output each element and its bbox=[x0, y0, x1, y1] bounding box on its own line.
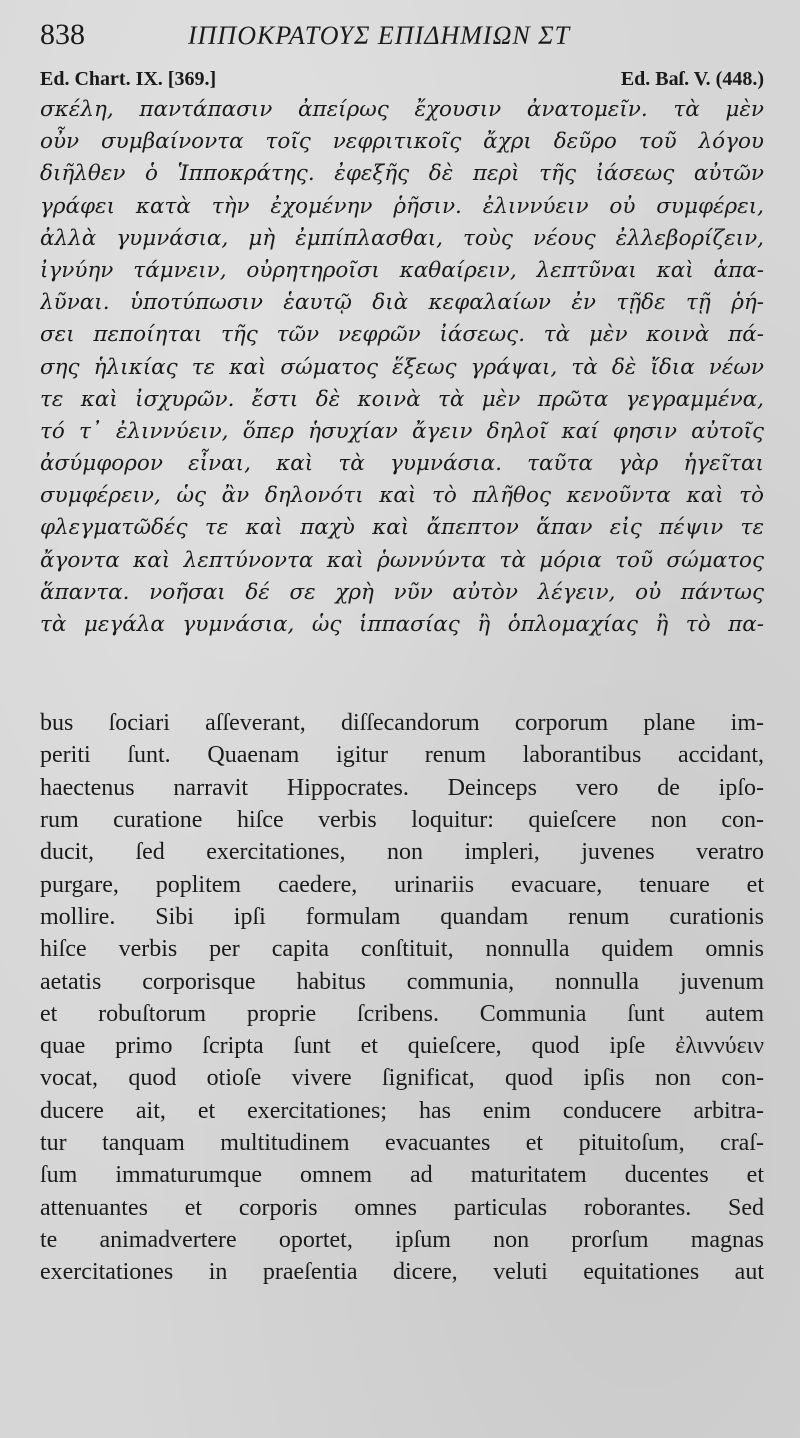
greek-text-line: οὖν συμβαίνοντα τοῖς νεφριτικοῖς ἄχρι δεῦρο τοῦ λόγου bbox=[40, 129, 764, 155]
latin-text-block bbox=[40, 707, 764, 1288]
latin-text-line: bus ſociari aſſeverant, diſſecandorum corporum plane im- bbox=[40, 710, 764, 737]
latin-text-line: periti ſunt. Quaenam igitur renum laborantibus accidant, bbox=[40, 742, 764, 769]
greek-text-line: φλεγματῶδές τε καὶ παχὺ καὶ ἄπεπτον ἅπαν εἰς πέψιν τε bbox=[40, 515, 764, 541]
latin-text-line: te animadvertere oportet, ipſum non prorſum magnas bbox=[40, 1226, 764, 1253]
edition-reference-line bbox=[40, 64, 764, 94]
latin-text-line: mollire. Sibi ipſi formulam quandam renum curationis bbox=[40, 903, 764, 930]
page-number: 838 bbox=[40, 18, 85, 51]
latin-text-line: attenuantes et corporis omnes particulas roborantes. Sed bbox=[40, 1194, 764, 1221]
greek-text-line: σης ἡλικίας τε καὶ σώματος ἕξεως γράψαι, τὰ δὲ ἴδια νέων bbox=[40, 354, 764, 380]
latin-text-line: ducit, ſed exercitationes, non impleri, juvenes veratro bbox=[40, 839, 764, 866]
edition-reference-left: Ed. Chart. IX. [369.] bbox=[40, 68, 217, 90]
latin-text-line: exercitationes in praeſentia dicere, veluti equitationes aut bbox=[40, 1259, 764, 1286]
greek-text-line: σκέλη, παντάπασιν ἀπείρως ἔχουσιν ἀνατομεῖν. τὰ μὲν bbox=[40, 97, 764, 122]
latin-text-line: ducere ait, et exercitationes; has enim conducere arbitra- bbox=[40, 1097, 764, 1124]
greek-text-line: ἀσύμφορον εἶναι, καὶ τὰ γυμνάσια. ταῦτα γὰρ ἡγεῖται bbox=[40, 451, 764, 477]
latin-text-line: tur tanquam multitudinem evacuantes et pituitoſum, craſ- bbox=[40, 1130, 764, 1157]
greek-text-line: ἅπαντα. νοῆσαι δέ σε χρὴ νῦν αὐτὸν λέγειν, οὐ πάντως bbox=[40, 579, 764, 605]
greek-text-line: τε καὶ ἰσχυρῶν. ἔστι δὲ κοινὰ τὰ μὲν πρῶτα γεγραμμένα, bbox=[40, 386, 764, 412]
latin-text-line: vocat, quod otioſe vivere ſignificat, quod ipſis non con- bbox=[40, 1065, 764, 1092]
latin-text-line: ſum immaturumque omnem ad maturitatem ducentes et bbox=[40, 1162, 764, 1189]
edition-reference-right: Ed. Baſ. V. (448.) bbox=[620, 68, 764, 90]
latin-text-line: hiſce verbis per capita conſtituit, nonnulla quidem omnis bbox=[40, 936, 764, 963]
greek-text-line: διῆλθεν ὁ Ἱπποκράτης. ἐφεξῆς δὲ περὶ τῆς ἰάσεως αὐτῶν bbox=[40, 161, 764, 187]
greek-text-block bbox=[40, 94, 764, 641]
running-head bbox=[40, 18, 764, 64]
latin-text-line: et robuſtorum proprie ſcribens. Communia ſunt autem bbox=[40, 1000, 764, 1027]
section-gap bbox=[40, 641, 764, 707]
latin-text-line: rum curatione hiſce verbis loquitur: quieſcere non con- bbox=[40, 807, 764, 834]
running-title: ΙΠΠΟΚΡΑΤΟΥΣ ΕΠΙΔΗΜΙΩΝ ΣΤ bbox=[188, 21, 571, 50]
latin-text-line: haectenus narravit Hippocrates. Deinceps vero de ipſo- bbox=[40, 774, 764, 801]
latin-text-line: aetatis corporisque habitus communia, nonnulla juvenum bbox=[40, 968, 764, 995]
greek-text-line: ἰγνύην τάμνειν, οὐρητηροῖσι καθαίρειν, λεπτῦναι καὶ ἁπα- bbox=[40, 257, 764, 283]
latin-text-line: purgare, poplitem caedere, urinariis evacuare, tenuare et bbox=[40, 871, 764, 898]
greek-text-line: τό τ᾽ ἐλιννύειν, ὅπερ ἡσυχίαν ἄγειν δηλοῖ καί φησιν αὐτοῖς bbox=[40, 418, 764, 444]
latin-text-line: quae primo ſcripta ſunt et quieſcere, quod ipſe ἐλιννύειν bbox=[40, 1033, 764, 1060]
greek-text-line: τὰ μεγάλα γυμνάσια, ὡς ἱππασίας ἢ ὁπλομαχίας ἢ τὸ πα- bbox=[40, 612, 764, 637]
greek-text-line: γράφει κατὰ τὴν ἐχομένην ῥῆσιν. ἐλιννύειν οὐ συμφέρει, bbox=[40, 193, 764, 219]
greek-text-line: ἀλλὰ γυμνάσια, μὴ ἐμπίπλασθαι, τοὺς νέους ἐλλεβορίζειν, bbox=[40, 225, 764, 251]
greek-text-line: ἄγοντα καὶ λεπτύνοντα καὶ ῥωννύντα τὰ μόρια τοῦ σώματος bbox=[40, 547, 764, 573]
greek-text-line: σει πεποίηται τῆς τῶν νεφρῶν ἰάσεως. τὰ μὲν κοινὰ πά- bbox=[40, 322, 764, 348]
greek-text-line: λῦναι. ὑποτύπωσιν ἑαυτῷ διὰ κεφαλαίων ἐν τῇδε τῇ ῥή- bbox=[40, 290, 764, 316]
greek-text-line: συμφέρειν, ὡς ἂν δηλονότι καὶ τὸ πλῆθος κενοῦντα καὶ τὸ bbox=[40, 483, 764, 509]
